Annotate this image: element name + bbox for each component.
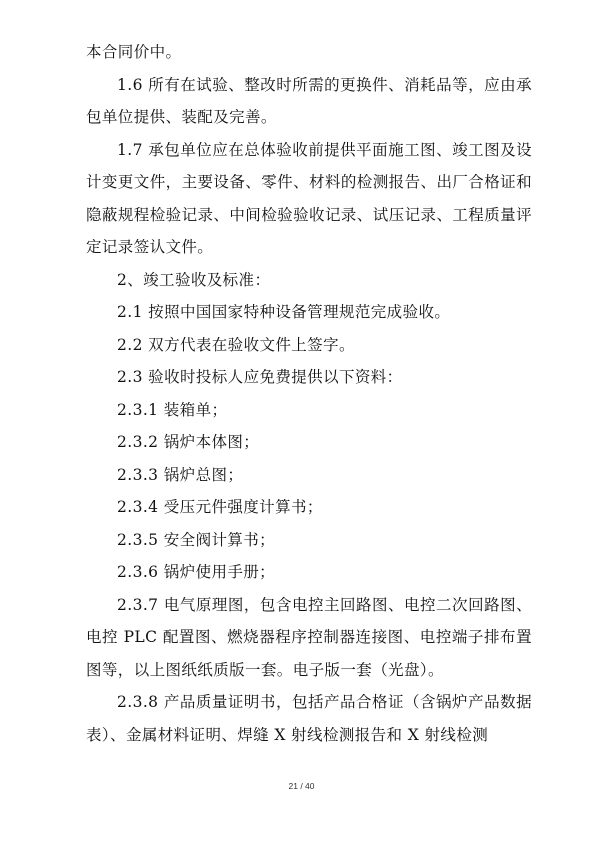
clause-2-3-8: 2.3.8 产品质量证明书，包括产品合格证（含锅炉产品数据表）、金属材料证明、焊缝 X 射线检测报告和 X 射线检测: [86, 693, 532, 744]
clause-2-1: 2.1 按照中国国家特种设备管理规范完成验收。: [117, 303, 451, 321]
clause-2-3-2: 2.3.2 锅炉本体图；: [117, 433, 260, 451]
clause-2-3: 2.3 验收时投标人应免费提供以下资料：: [117, 368, 403, 386]
clause-1-7: 1.7 承包单位应在总体验收前提供平面施工图、竣工图及设计变更文件，主要设备、零件、材料的检测报告、出厂合格证和隐蔽规程检验记录、中间检验验收记录、试压记录、工程质量评定记录签认文件。: [86, 140, 532, 256]
document-body: [86, 36, 532, 751]
clause-1-6: 1.6 所有在试验、整改时所需的更换件、消耗品等，应由承包单位提供、装配及完善。: [86, 75, 532, 126]
clause-2-3-3: 2.3.3 锅炉总图；: [117, 465, 244, 484]
clause-2-2: 2.2 双方代表在验收文件上签字。: [117, 335, 355, 354]
section-2-heading: 2、竣工验收及标准：: [117, 270, 271, 289]
page-number: 21 / 40: [288, 781, 315, 791]
clause-2-3-5: 2.3.5 安全阀计算书；: [117, 530, 276, 549]
clause-2-3-6: 2.3.6 锅炉使用手册；: [117, 563, 276, 581]
paragraph-continuation: 本合同价中。: [86, 43, 182, 61]
clause-2-3-1: 2.3.1 装箱单；: [117, 400, 228, 419]
clause-2-3-7: 2.3.7 电气原理图，包含电控主回路图、电控二次回路图、电控 PLC 配置图、燃烧器程序控制器连接图、电控端子排布置图等，以上图纸纸质版一套。电子版一套（光盘）。: [86, 595, 532, 679]
clause-2-3-4: 2.3.4 受压元件强度计算书；: [117, 498, 323, 516]
